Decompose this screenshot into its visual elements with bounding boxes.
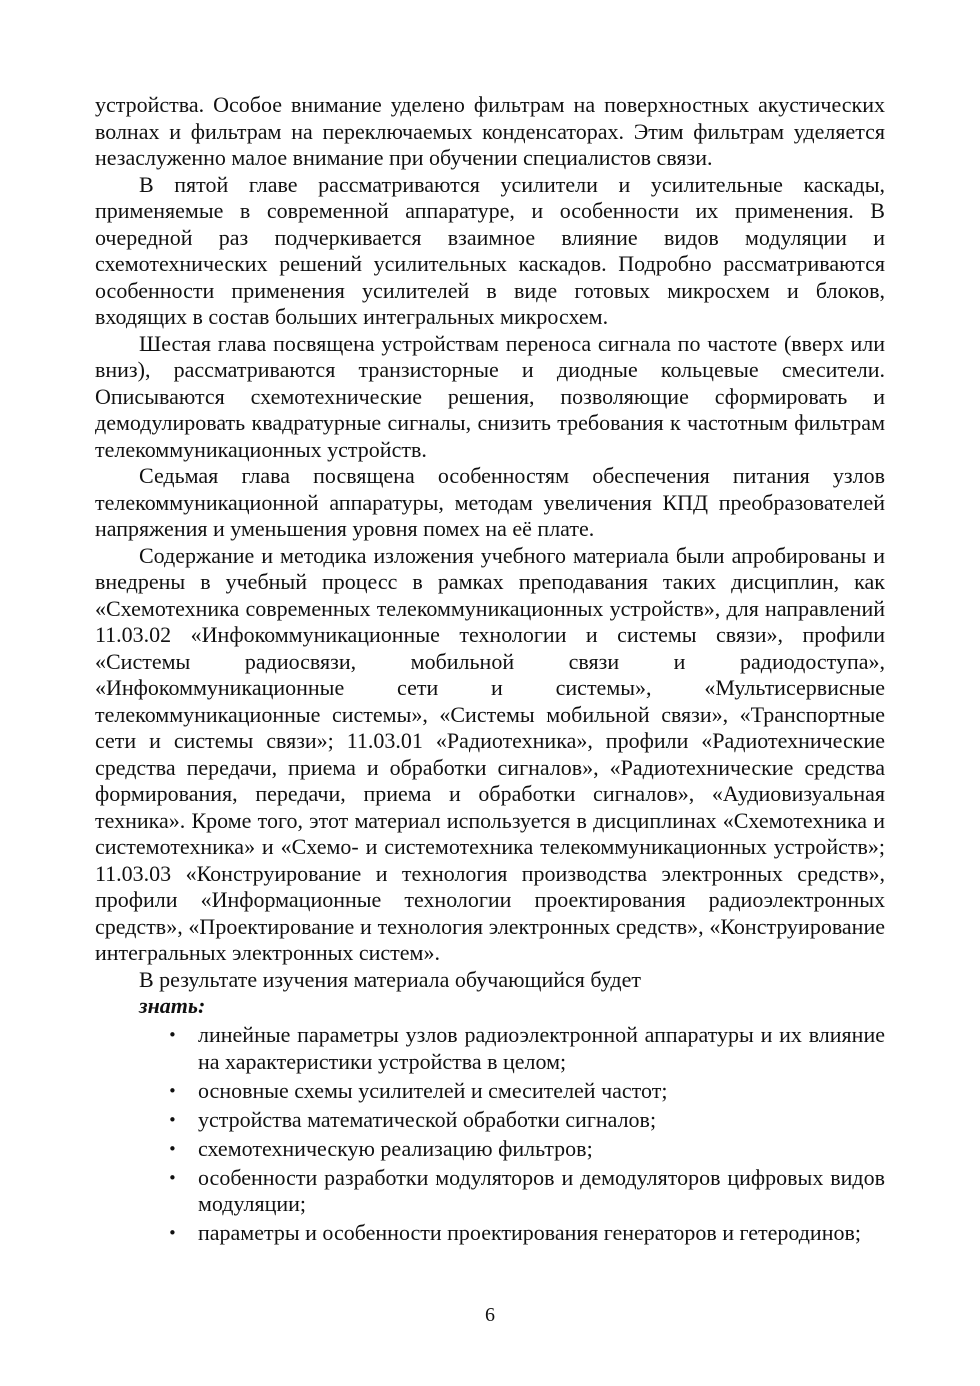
outcome-intro: В результате изучения материала обучающийся будет bbox=[139, 966, 641, 992]
list-item bbox=[95, 1165, 885, 1218]
list-item-text: параметры и особенности проектирования генераторов и гетеродинов; bbox=[198, 1220, 861, 1245]
list-item bbox=[95, 1107, 885, 1134]
list-item bbox=[95, 1220, 885, 1247]
paragraph-chapter-six: Шестая глава посвящена устройствам переноса сигнала по частоте (вверх или вниз), рассматриваются транзисторные и диодные кольцевые смесители. Описываются схемотехнические решения, позволяющие сформировать и демодулировать квадратурные сигналы, снизить требования к частотным фильтрам телекоммуникационных устройств. bbox=[95, 330, 885, 462]
bullet-icon: • bbox=[168, 1224, 177, 1242]
list-item bbox=[95, 1078, 885, 1105]
paragraph-course-disciplines: Содержание и методика изложения учебного материала были апробированы и внедрены в учебный процесс в рамках преподавания таких дисциплин, как «Схемотехника современных телекоммуникационных устройств», для направлений 11.03.02 «Инфокоммуникационные технологии и системы связи», профили «Системы радиосвязи, мобильной связи и радиодоступа», «Инфокоммуникационные сети и системы», «Мультисервисные телекоммуникационные системы», «Системы мобильной связи», «Транспортные сети и системы связи»; 11.03.01 «Радиотехника», профили «Радиотехнические средства передачи, приема и обработки сигналов», «Радиотехнические средства формирования, передачи, приема и обработки сигналов», «Аудиовизуальная техника». Кроме того, этот материал используется в дисциплинах «Схемотехника и системотехника» и «Схемо- и системотехника телекоммуникационных устройств»; 11.03.03 «Конструирование и технология производства электронных средств», профили «Информационные технологии проектирования радиоэлектронных средств», «Проектирование и технология электронных средств», «Конструирование интегральных электронных систем». bbox=[95, 542, 885, 965]
page-number: 6 bbox=[485, 1304, 495, 1326]
knowledge-list bbox=[95, 1022, 885, 1247]
bullet-icon: • bbox=[168, 1139, 177, 1158]
know-label: знать: bbox=[139, 993, 206, 1018]
list-item-text: особенности разработки модуляторов и демодуляторов цифровых видов модуляции; bbox=[198, 1164, 885, 1216]
paragraph-filters-continuation: устройства. Особое внимание уделено фильтрам на поверхностных акустических волнах и фильтрам на переключаемых конденсаторах. Этим фильтрам уделяется незаслуженно малое внимание при обучении специалистов связи. bbox=[95, 92, 885, 170]
list-item bbox=[95, 1136, 885, 1163]
bullet-icon: • bbox=[168, 1081, 177, 1100]
list-item bbox=[95, 1022, 885, 1075]
list-item-text: устройства математической обработки сигналов; bbox=[198, 1106, 657, 1132]
list-item-text: схемотехническую реализацию фильтров; bbox=[198, 1135, 593, 1161]
list-item-text: основные схемы усилителей и смесителей частот; bbox=[198, 1077, 668, 1103]
bullet-icon: • bbox=[168, 1110, 177, 1129]
page-body bbox=[95, 92, 885, 1247]
bullet-icon: • bbox=[168, 1026, 177, 1044]
paragraph-chapter-seven: Седьмая глава посвящена особенностям обеспечения питания узлов телекоммуникационной аппаратуры, методам увеличения КПД преобразователей напряжения и уменьшения уровня помех на её плате. bbox=[95, 463, 885, 541]
bullet-icon: • bbox=[168, 1168, 177, 1187]
paragraph-chapter-five: В пятой главе рассматриваются усилители и усилительные каскады, применяемые в современной аппаратуре, и особенности их применения. В очередной раз подчеркивается взаимное влияние видов модуляции и схемотехнических решений усилительных каскадов. Подробно рассматриваются особенности применения усилителей в виде готовых микросхем и блоков, входящих в состав больших интегральных микросхем. bbox=[95, 171, 885, 329]
list-item-text: линейные параметры узлов радиоэлектронной аппаратуры и их влияние на характеристики устройства в целом; bbox=[198, 1022, 885, 1074]
